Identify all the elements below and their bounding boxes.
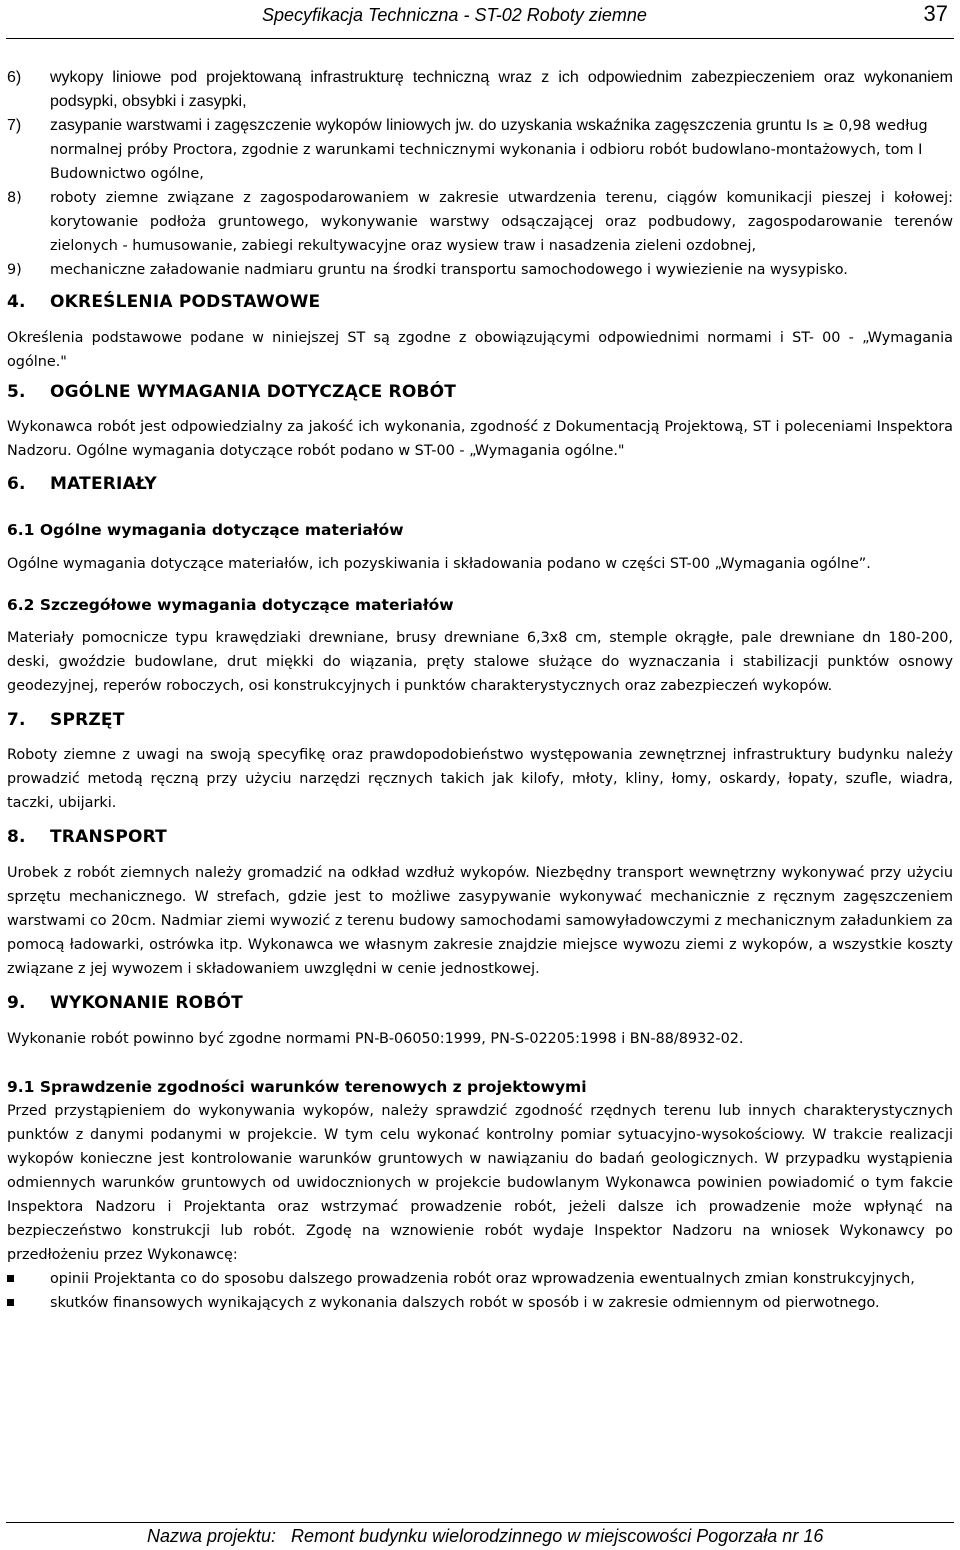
list-item <box>7 66 953 114</box>
section-7-text: Roboty ziemne z uwagi na swoją specyfikę oraz prawdopodobieństwo występowania zewnętrznej infrastruktury budynku należy prowadzić metodą ręczną przy użyciu narzędzi ręcznych takich jak kilofy, młoty, kliny, łomy, oskardy, łopaty, szufle, wiadra, taczki, ubijarki. <box>7 747 953 811</box>
bullet-square-icon <box>7 1291 50 1315</box>
bullet-item <box>7 1291 953 1315</box>
section-title: OKREŚLENIA PODSTAWOWE <box>50 292 321 312</box>
bullet-square-icon <box>7 1267 50 1291</box>
section-title: OGÓLNE WYMAGANIA DOTYCZĄCE ROBÓT <box>50 382 457 402</box>
list-item <box>7 258 953 282</box>
section-heading-9 <box>7 991 953 1015</box>
section-title: MATERIAŁY <box>50 474 157 494</box>
section-number: 9. <box>7 993 26 1013</box>
section-heading-5 <box>7 380 953 404</box>
bullet-text: opinii Projektanta co do sposobu dalszego prowadzenia robót oraz wprowadzenia ewentualnych zmian konstrukcyjnych, <box>50 1271 915 1287</box>
section-number: 4. <box>7 292 26 312</box>
section-number: 6. <box>7 474 26 494</box>
section-title: SPRZĘT <box>50 710 125 730</box>
page-header <box>0 0 960 44</box>
subsection-9-1-text: Przed przystąpieniem do wykonywania wykopów, należy sprawdzić zgodność rzędnych terenu lub innych charakterystycznych punktów z danymi podanymi w projekcie. W tym celu wykonać kontrolny pomiar sytuacyjno-wysokościowy. W trakcie realizacji wykopów konieczne jest kontrolowanie warunków gruntowych w nawiązaniu do badań geologicznych. W przypadku wystąpienia odmiennych warunków gruntowych od uwidocznionych w projekcie budowlanym Wykonawca powinien powiadomić o tym fakcie Inspektora Nadzoru i Projektanta oraz wstrzymać prowadzenie robót, jeżeli dalsze ich prowadzenie może wpłynąć na bezpieczeństwo konstrukcji lub robót. Zgodę na wznowienie robót wydaje Inspektor Nadzoru na wniosek Wykonawcy po przedłożeniu przez Wykonawcę: <box>7 1103 953 1263</box>
list-item-text: zasypanie warstwami i zagęszczenie wykopów liniowych jw. do uzyskania wskaźnika zagęszczenia gruntu <box>50 117 806 134</box>
page-number: 37 <box>923 1 948 26</box>
list-item-text: roboty ziemne związane z zagospodarowaniem w zakresie utwardzenia terenu, ciągów komunikacji pieszej i kołowej: korytowanie podłoża gruntowego, wykonywanie warstwy odsączającej oraz podbudowy, zagospodarowanie terenów zielonych - humusowanie, zabiegi rekultywacyjne oraz wysiew traw i nasadzenia zieleni ozdobnej, <box>50 190 953 254</box>
subsection-6-1-text: Ogólne wymagania dotyczące materiałów, ich pozyskiwania i składowania podano w części ST-00 „Wymagania ogólne”. <box>7 556 871 572</box>
header-divider <box>6 38 954 39</box>
list-item-text: wykopy liniowe pod projektowaną infrastrukturę techniczną wraz z ich odpowiednim zabezpieczeniem oraz wykonaniem podsypki, obsybki i zasypki, <box>50 69 953 110</box>
list-item-number: 7) <box>7 117 22 134</box>
section-8-text: Urobek z robót ziemnych należy gromadzić na odkład wzdłuż wykopów. Niezbędny transport wewnętrzny wykonywać przy użyciu sprzętu mechanicznego. W strefach, gdzie jest to możliwe zasypywanie wykonywać mechanicznie z ręcznym zagęszczeniem warstwami co 20cm. Nadmiar ziemi wywozić z terenu budowy samochodami samowyładowczymi z mechanicznym załadunkiem za pomocą ładowarki, ostrówka itp. Wykonawca we własnym zakresie znajdzie miejsce wywozu ziemi z wykopów, a wszystkie koszty związane z jej wywozem i składowaniem uwzględni w cenie jednostkowej. <box>7 865 953 977</box>
section-4-text: Określenia podstawowe podane w niniejszej ST są zgodne z obowiązującymi odpowiednimi normami i ST- 00 - „Wymagania ogólne." <box>7 330 953 370</box>
list-item-number: 6) <box>7 69 22 86</box>
subsection-heading-9-1: 9.1 Sprawdzenie zgodności warunków terenowych z projektowymi <box>7 1078 587 1096</box>
list-item <box>7 186 953 258</box>
list-item-number: 9) <box>7 262 22 278</box>
section-number: 5. <box>7 382 26 402</box>
section-number: 8. <box>7 827 26 847</box>
section-heading-8 <box>7 825 953 849</box>
subsection-heading-6-2: 6.2 Szczegółowe wymagania dotyczące materiałów <box>7 596 454 614</box>
list-item <box>7 114 953 186</box>
header-title: Specyfikacja Techniczna - ST-02 Roboty ziemne <box>262 5 647 25</box>
section-title: WYKONANIE ROBÓT <box>50 993 243 1013</box>
bullet-item <box>7 1267 953 1291</box>
document-body <box>7 66 953 1315</box>
section-title: TRANSPORT <box>50 827 167 847</box>
section-heading-6 <box>7 472 953 496</box>
section-5-text: Wykonawca robót jest odpowiedzialny za jakość ich wykonania, zgodność z Dokumentacją Projektową, ST i poleceniami Inspektora Nadzoru. Ogólne wymagania dotyczące robót podano w ST-00 - „Wymagania ogólne." <box>7 419 953 459</box>
section-heading-7 <box>7 708 953 732</box>
list-item-number: 8) <box>7 190 22 206</box>
bullet-text: skutków finansowych wynikających z wykonania dalszych robót w sposób i w zakresie odmiennym od pierwotnego. <box>50 1295 880 1311</box>
list-item-text-continued: Is ≥ 0,98 według normalnej próby Proctora, zgodnie z warunkami technicznymi wykonania i odbioru robót budowlano-montażowych, tom I Budownictwo ogólne, <box>50 118 928 182</box>
section-number: 7. <box>7 710 26 730</box>
subsection-heading-6-1: 6.1 Ogólne wymagania dotyczące materiałów <box>7 521 404 539</box>
list-item-text: mechaniczne załadowanie nadmiaru gruntu na środki transportu samochodowego i wywiezienie na wysypisko. <box>50 262 848 278</box>
footer-project-name: Nazwa projektu: Remont budynku wielorodzinnego w miejscowości Pogorzała nr 16 <box>147 1526 824 1546</box>
footer-divider <box>6 1522 954 1523</box>
subsection-6-2-text: Materiały pomocnicze typu krawędziaki drewniane, brusy drewniane 6,3x8 cm, stemple okrągłe, pale drewniane dn 180-200, deski, gwoździe budowlane, drut miękki do wiązania, pręty stalowe służące do wyznaczania i stabilizacji punktów osnowy geodezyjnej, reperów roboczych, osi konstrukcyjnych i punktów charakterystycznych oraz zabezpieczeń wykopów. <box>7 630 953 694</box>
section-9-text: Wykonanie robót powinno być zgodne normami PN-B-06050:1999, PN-S-02205:1998 i BN-88/8932-02. <box>7 1031 744 1047</box>
section-heading-4 <box>7 290 953 314</box>
page-footer <box>0 1518 960 1550</box>
